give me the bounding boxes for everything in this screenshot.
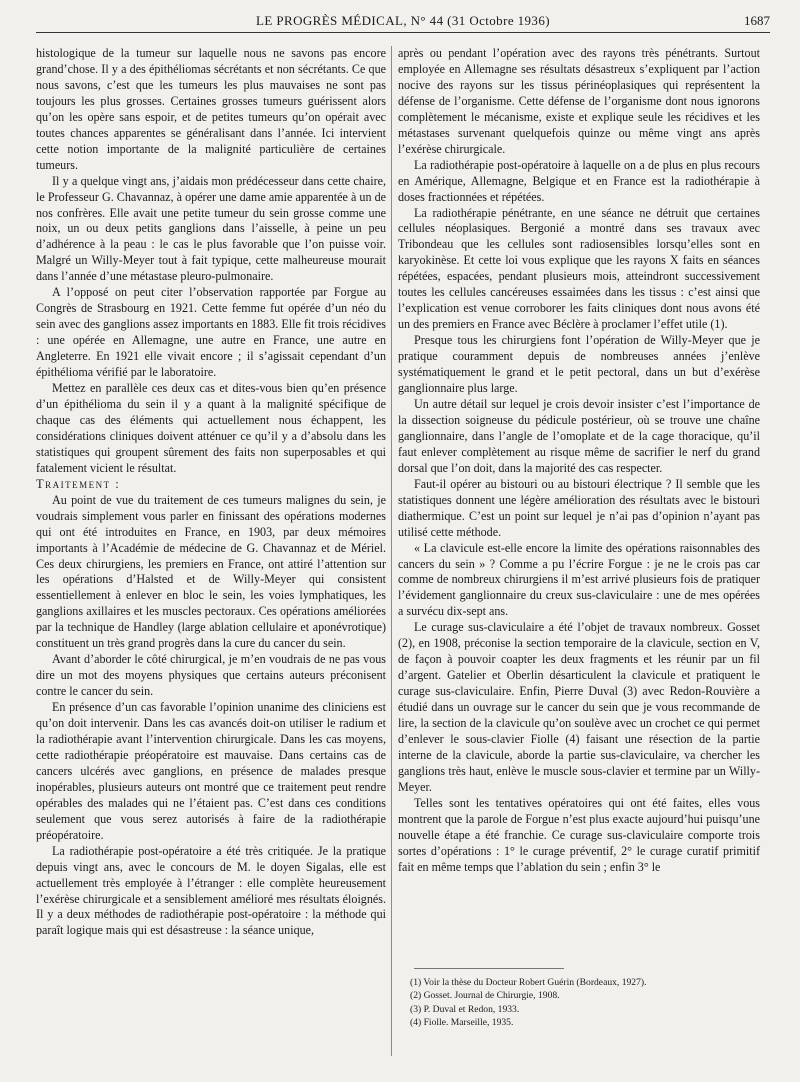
- paragraph: « La clavicule est-elle encore la limite des opérations raisonnables des cancers du sein » ? Comme a pu l’écrire Forgue : je ne le crois pas car comme de nombreux chirurgiens il m’est arrivé plusieurs fois de pratiquer l’évidement ganglionnaire du creux sus-claviculaire : une de mes opérées a survécu dix-sept ans.: [398, 540, 760, 619]
- journal-title: LE PROGRÈS MÉDICAL, N° 44 (31 Octobre 1936): [256, 13, 550, 28]
- paragraph: La radiothérapie post-opératoire à laquelle on a de plus en plus recours en Amérique, Allemagne, Belgique et en France est la radiothérapie à doses fractionnées et répétées.: [398, 157, 760, 204]
- paragraph: Avant d’aborder le côté chirurgical, je m’en voudrais de ne pas vous dire un mot des moyens physiques que certains auteurs préconisent contre le cancer du sein.: [36, 652, 386, 699]
- paragraph: Telles sont les tentatives opératoires qui ont été faites, elles vous montrent que la parole de Forgue n’est plus exacte aujourd’hui puisqu’une nouvelle étape a été franchie. Ce curage sus-claviculaire comporte trois sortes d’opérations : 1° le curage préventif, 2° le curage curatif primitif fait en même temps que l’ablation du sein ; enfin 3° le: [398, 795, 760, 874]
- paragraph: En présence d’un cas favorable l’opinion unanime des cliniciens est qu’on doit intervenir. Dans les cas avancés doit-on utiliser le radium et la radiothérapie avant l’intervention chirurgicale. Dans les cas moyens, cette radiothérapie préopératoire est mauvaise. Dans certains cas de cancers ulcérés avec ganglions, en présence de malades presque inopérables, plusieurs auteurs ont montré que ce traitement peut rendre opérables des malades qui ne l’étaient pas. C’est dans ces conditions seulement que vous serez autorisés à faire de la radiothérapie préopératoire.: [36, 700, 386, 842]
- paragraph: Mettez en parallèle ces deux cas et dites-vous bien qu’en présence d’un épithélioma du sein il y a quant à la malignité spécifique de chaque cas des éléments qui actuellement nous échappent, les considérations cliniques doivent atténuer ce qu’il y a d’absolu dans les statistiques qui groupent sûrement des faits non superposables et qui fatalement vicient le résultat.: [36, 381, 386, 475]
- page-number: 1687: [744, 13, 770, 28]
- footnote: (1) Voir la thèse du Docteur Robert Guérin (Bordeaux, 1927).: [410, 977, 647, 988]
- footnotes: [410, 976, 760, 1029]
- footnote: (2) Gosset. Journal de Chirurgie, 1908.: [410, 990, 560, 1002]
- footnote-rule: [414, 968, 564, 969]
- paragraph: Il y a quelque vingt ans, j’aidais mon prédécesseur dans cette chaire, le Professeur G. Chavannaz, à opérer une dame amie apparentée à un de nos confrères. Elle avait une petite tumeur du sein grosse comme une noix, un ou deux petits ganglions dans l’aisselle, à peine un peu d’adhérence à la peau : le cas le plus favorable que l’on puisse voir. Malgré un Willy-Meyer tout à fait typique, cette malheureuse mourait dans l’année d’une métastase pleuro-pulmonaire.: [36, 173, 386, 284]
- paragraph: Un autre détail sur lequel je crois devoir insister c’est l’importance de la dissection soigneuse du pédicule postérieur, où se trouve une chaîne ganglionnaire, dans l’angle de l’omoplate et de la cage thoracique, qu’il faut enlever complètement au risque même de sacrifier le nerf du grand dorsal que l’on doit, dans la majorité des cas respecter.: [398, 396, 760, 475]
- paragraph: A l’opposé on peut citer l’observation rapportée par Forgue au Congrès de Strasbourg en 1921. Cette femme fut opérée d’un néo du sein avec des ganglions assez importants en 1883. Elle fit trois récidives : une opérée en Allemagne, une autre en France, une autre en Angleterre. En 1921 elle vivait encore ; il s’agissait cependant d’un épithélioma vérifié par le laboratoire.: [36, 285, 386, 380]
- paragraph: après ou pendant l’opération avec des rayons très pénétrants. Surtout employée en Allemagne ses résultats désastreux s’expliquent par l’action nocive des rayons sur les tissus périnéoplasiques qui représentent la défense de l’organisme. Cette défense de l’organisme dont nous ignorons complètement le mécanisme, existe et explique seule les récidives et les métastases survenant quelquefois quinze ou même vingt ans après l’exérèse chirurgicale.: [398, 46, 760, 156]
- paragraph: La radiothérapie post-opératoire a été très critiquée. Je la pratique depuis vingt ans, avec le concours de M. le doyen Sigalas, elle est actuellement très employée à l’étranger : elle complète heureusement l’exérèse chirurgicale et a sensiblement amélioré mes résultats éloignés. Il y a deux méthodes de radiothérapie post-opératoire : la méthode qui paraît logique mais qui est désastreuse : la séance unique,: [36, 843, 386, 938]
- paragraph: Le curage sus-claviculaire a été l’objet de travaux nombreux. Gosset (2), en 1908, préconise la section temporaire de la clavicule, section en V, de façon à pouvoir coapter les deux fragments et les réunir par un fil d’argent. Gatelier et Oberlin désarticulent la clavicule et pratiquent le curage sus-claviculaire. Enfin, Pierre Duval (3) avec Redon-Rouvière a étudié dans un ouvrage sur le cancer du sein que je vous recommande de lire, la section de la clavicule qu’on soulève avec un crochet ce qui permet d’enlever le sous-clavier Fiolle (4) faisant une résection de la partie interne de la clavicule, aborde la partie sus-claviculaire, va chercher les ganglions très haut, enlève le muscle sous-clavier et termine par un Willy-Meyer.: [398, 620, 760, 794]
- paragraph: La radiothérapie pénétrante, en une séance ne détruit que certaines cellules néoplasiques. Bergonié a montré dans ses travaux avec Tribondeau que les cellules sont radiosensibles lorsqu’elles sont en karyokinèse. Et cette loi vous explique que les rayons X faits en séances répétées, espacées, pendant plusieurs mois, atteindront successivement toutes les cellules cancéreuses essaimées dans les tissus : c’est ainsi que l’explication est venue corroborer les faits cliniques dont nous avons été un des premiers en France avec Béclère à proclamer l’effet utile (1).: [398, 205, 760, 332]
- right-column: [398, 46, 760, 876]
- paragraph: histologique de la tumeur sur laquelle nous ne savons pas encore grand’chose. Il y a des épithéliomas sécrétants et non sécrétants. Ce que nous savons, c’est que les tumeurs les plus mauvaises ne sont pas toujours les plus grosses. Certaines grosses tumeurs guérissent alors qu’on les opère sans espoir, et de petites tumeurs qu’on opérait avec toutes chances apparentes se généralisant dans l’année. Ici intervient cette notion importante de la malignité particulière de certaines tumeurs.: [36, 46, 386, 172]
- footnote: (3) P. Duval et Redon, 1933.: [410, 1003, 520, 1015]
- paragraph: Au point de vue du traitement de ces tumeurs malignes du sein, je voudrais simplement vous parler en finissant des opérations modernes qui ont été introduites en France, en 1903, par deux mémoires importants à l’Académie de médecine de G. Chavannaz et de Mériel. Ces deux chirurgiens, les premiers en France, ont attiré l’attention sur les opérations d’Halsted et de Willy-Meyer qui consistent essentiellement à enlever en bloc le sein, les voies lymphatiques, les ganglions axillaires et les muscles pectoraux. Ces opérations améliorées par la technique de Handley (large ablation cellulaire et aponévrotique) constituent un très grand progrès dans la cure du cancer du sein.: [36, 492, 386, 651]
- footnote: (4) Fiolle. Marseille, 1935.: [410, 1016, 514, 1028]
- paragraph: Presque tous les chirurgiens font l’opération de Willy-Meyer que je pratique couramment depuis de nombreuses années j’enlève systématiquement le grand et le petit pectoral, dans un but d’exérèse ganglionnaire plus large.: [398, 333, 760, 396]
- paragraph: Faut-il opérer au bistouri ou au bistouri électrique ? Il semble que les statistiques donnent une légère amélioration des résultats avec le bistouri diathermique. C’est un point sur lequel je n’ai pas d’opinion n’ayant pas utilisé cette méthode.: [398, 476, 760, 539]
- column-rule: [391, 46, 392, 1056]
- left-column: [36, 46, 386, 939]
- section-heading: Traitement :: [36, 476, 121, 491]
- running-header: [36, 8, 770, 33]
